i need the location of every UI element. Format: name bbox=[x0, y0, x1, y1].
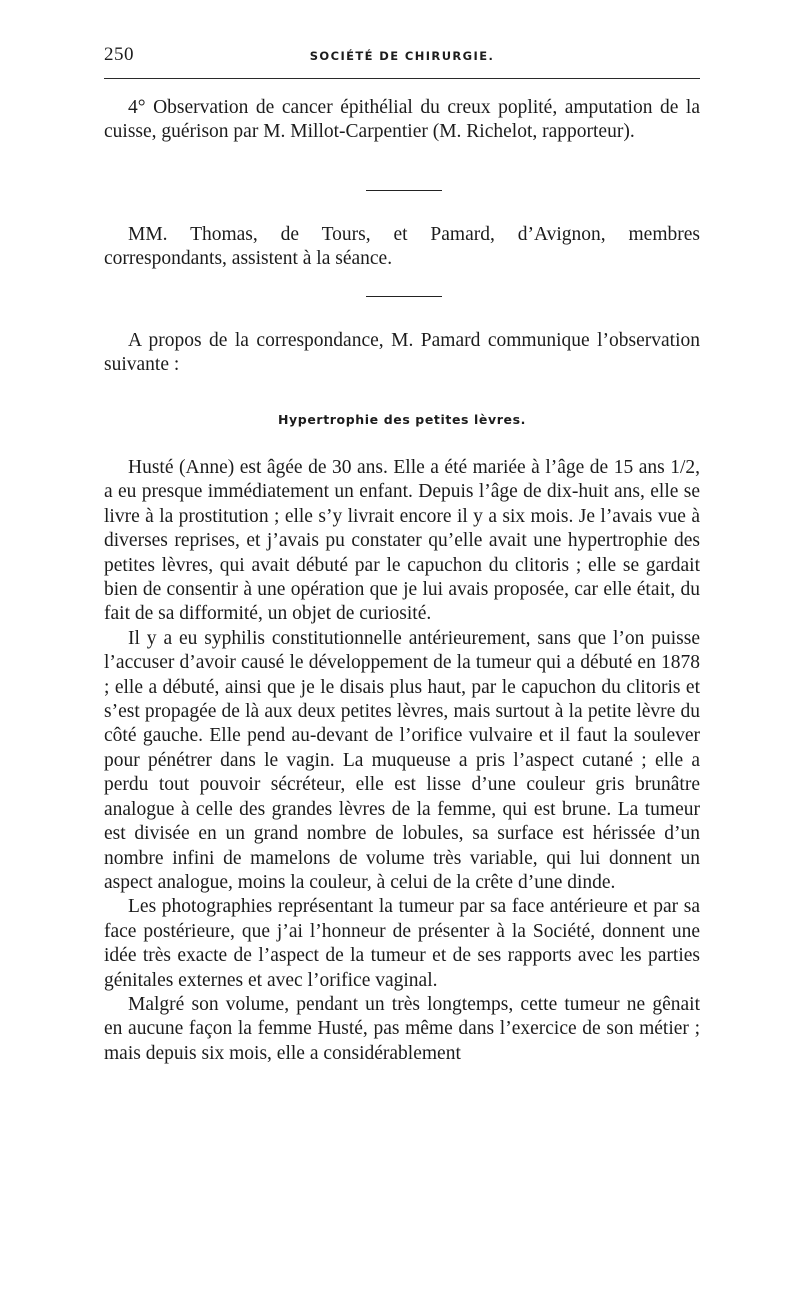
page-number: 250 bbox=[104, 44, 134, 65]
observation-item: 4° Observation de cancer épithélial du creux poplité, amputation de la cuisse, guérison par M. Millot-Carpentier (M. Richelot, rapporteur). bbox=[104, 97, 700, 143]
case-body bbox=[104, 456, 700, 1066]
case-paragraph: Husté (Anne) est âgée de 30 ans. Elle a été mariée à l’âge de 15 ans 1/2, a eu presque immédiatement un enfant. Depuis l’âge de dix-huit ans, elle se livre à la prostitution ; elle s’y livrait encore il y a six mois. Je l’avais vue à diverses reprises, et j’avais pu constater qu’elle avait une hypertrophie des petites lèvres, qui avait débuté par le capuchon du clitoris ; elle se gardait bien de consentir à une opération que je lui avais proposée, car elle était, du fait de sa difformité, un objet de curiosité. bbox=[104, 457, 700, 625]
page-header bbox=[104, 44, 700, 68]
observation-item-block bbox=[104, 96, 700, 145]
case-title: Hypertrophie des petites lèvres. bbox=[278, 412, 526, 427]
separator-rule-2 bbox=[366, 296, 442, 297]
case-paragraph: Malgré son volume, pendant un très longtemps, cette tumeur ne gênait en aucune façon la femme Husté, pas même dans l’exercice de son métier ; mais depuis six mois, elle a considérablement bbox=[104, 993, 700, 1064]
correspondence-intro: A propos de la correspondance, M. Pamard communique l’observation suivante : bbox=[104, 330, 700, 376]
correspondence-block bbox=[104, 329, 700, 378]
separator-rule-1 bbox=[366, 190, 442, 191]
attendance-block bbox=[104, 223, 700, 272]
header-rule bbox=[104, 78, 700, 79]
running-head: SOCIÉTÉ DE CHIRURGIE. bbox=[309, 49, 495, 63]
case-paragraph: Il y a eu syphilis constitutionnelle antérieurement, sans que l’on puisse l’accuser d’avoir causé le développement de la tumeur qui a débuté en 1878 ; elle a débuté, ainsi que je le disais plus haut, par le capuchon du clitoris et s’est propagée de là aux deux petites lèvres, mais surtout à la petite lèvre du côté gauche. Elle pend au-devant de l’orifice vulvaire et il faut la soulever pour pénétrer dans le vagin. La muqueuse a pris l’aspect cutané ; elle a perdu tout pouvoir sécréteur, elle est lisse d’une couleur gris brunâtre analogue à celle des grandes lèvres de la femme, qui est brune. La tumeur est divisée en un grand nombre de lobules, sa surface est hérissée d’un nombre infini de mamelons de volume très variable, qui lui donnent un aspect analogue, moins la couleur, à celui de la crête d’une dinde. bbox=[104, 627, 700, 893]
attendance-note: MM. Thomas, de Tours, et Pamard, d’Avignon, membres correspondants, assistent à la séance. bbox=[104, 224, 700, 270]
case-paragraph: Les photographies représentant la tumeur par sa face antérieure et par sa face postérieure, que j’ai l’honneur de présenter à la Société, donnent une idée très exacte de l’aspect de la tumeur et de ses rapports avec les parties génitales externes et avec l’orifice vaginal. bbox=[104, 896, 700, 991]
